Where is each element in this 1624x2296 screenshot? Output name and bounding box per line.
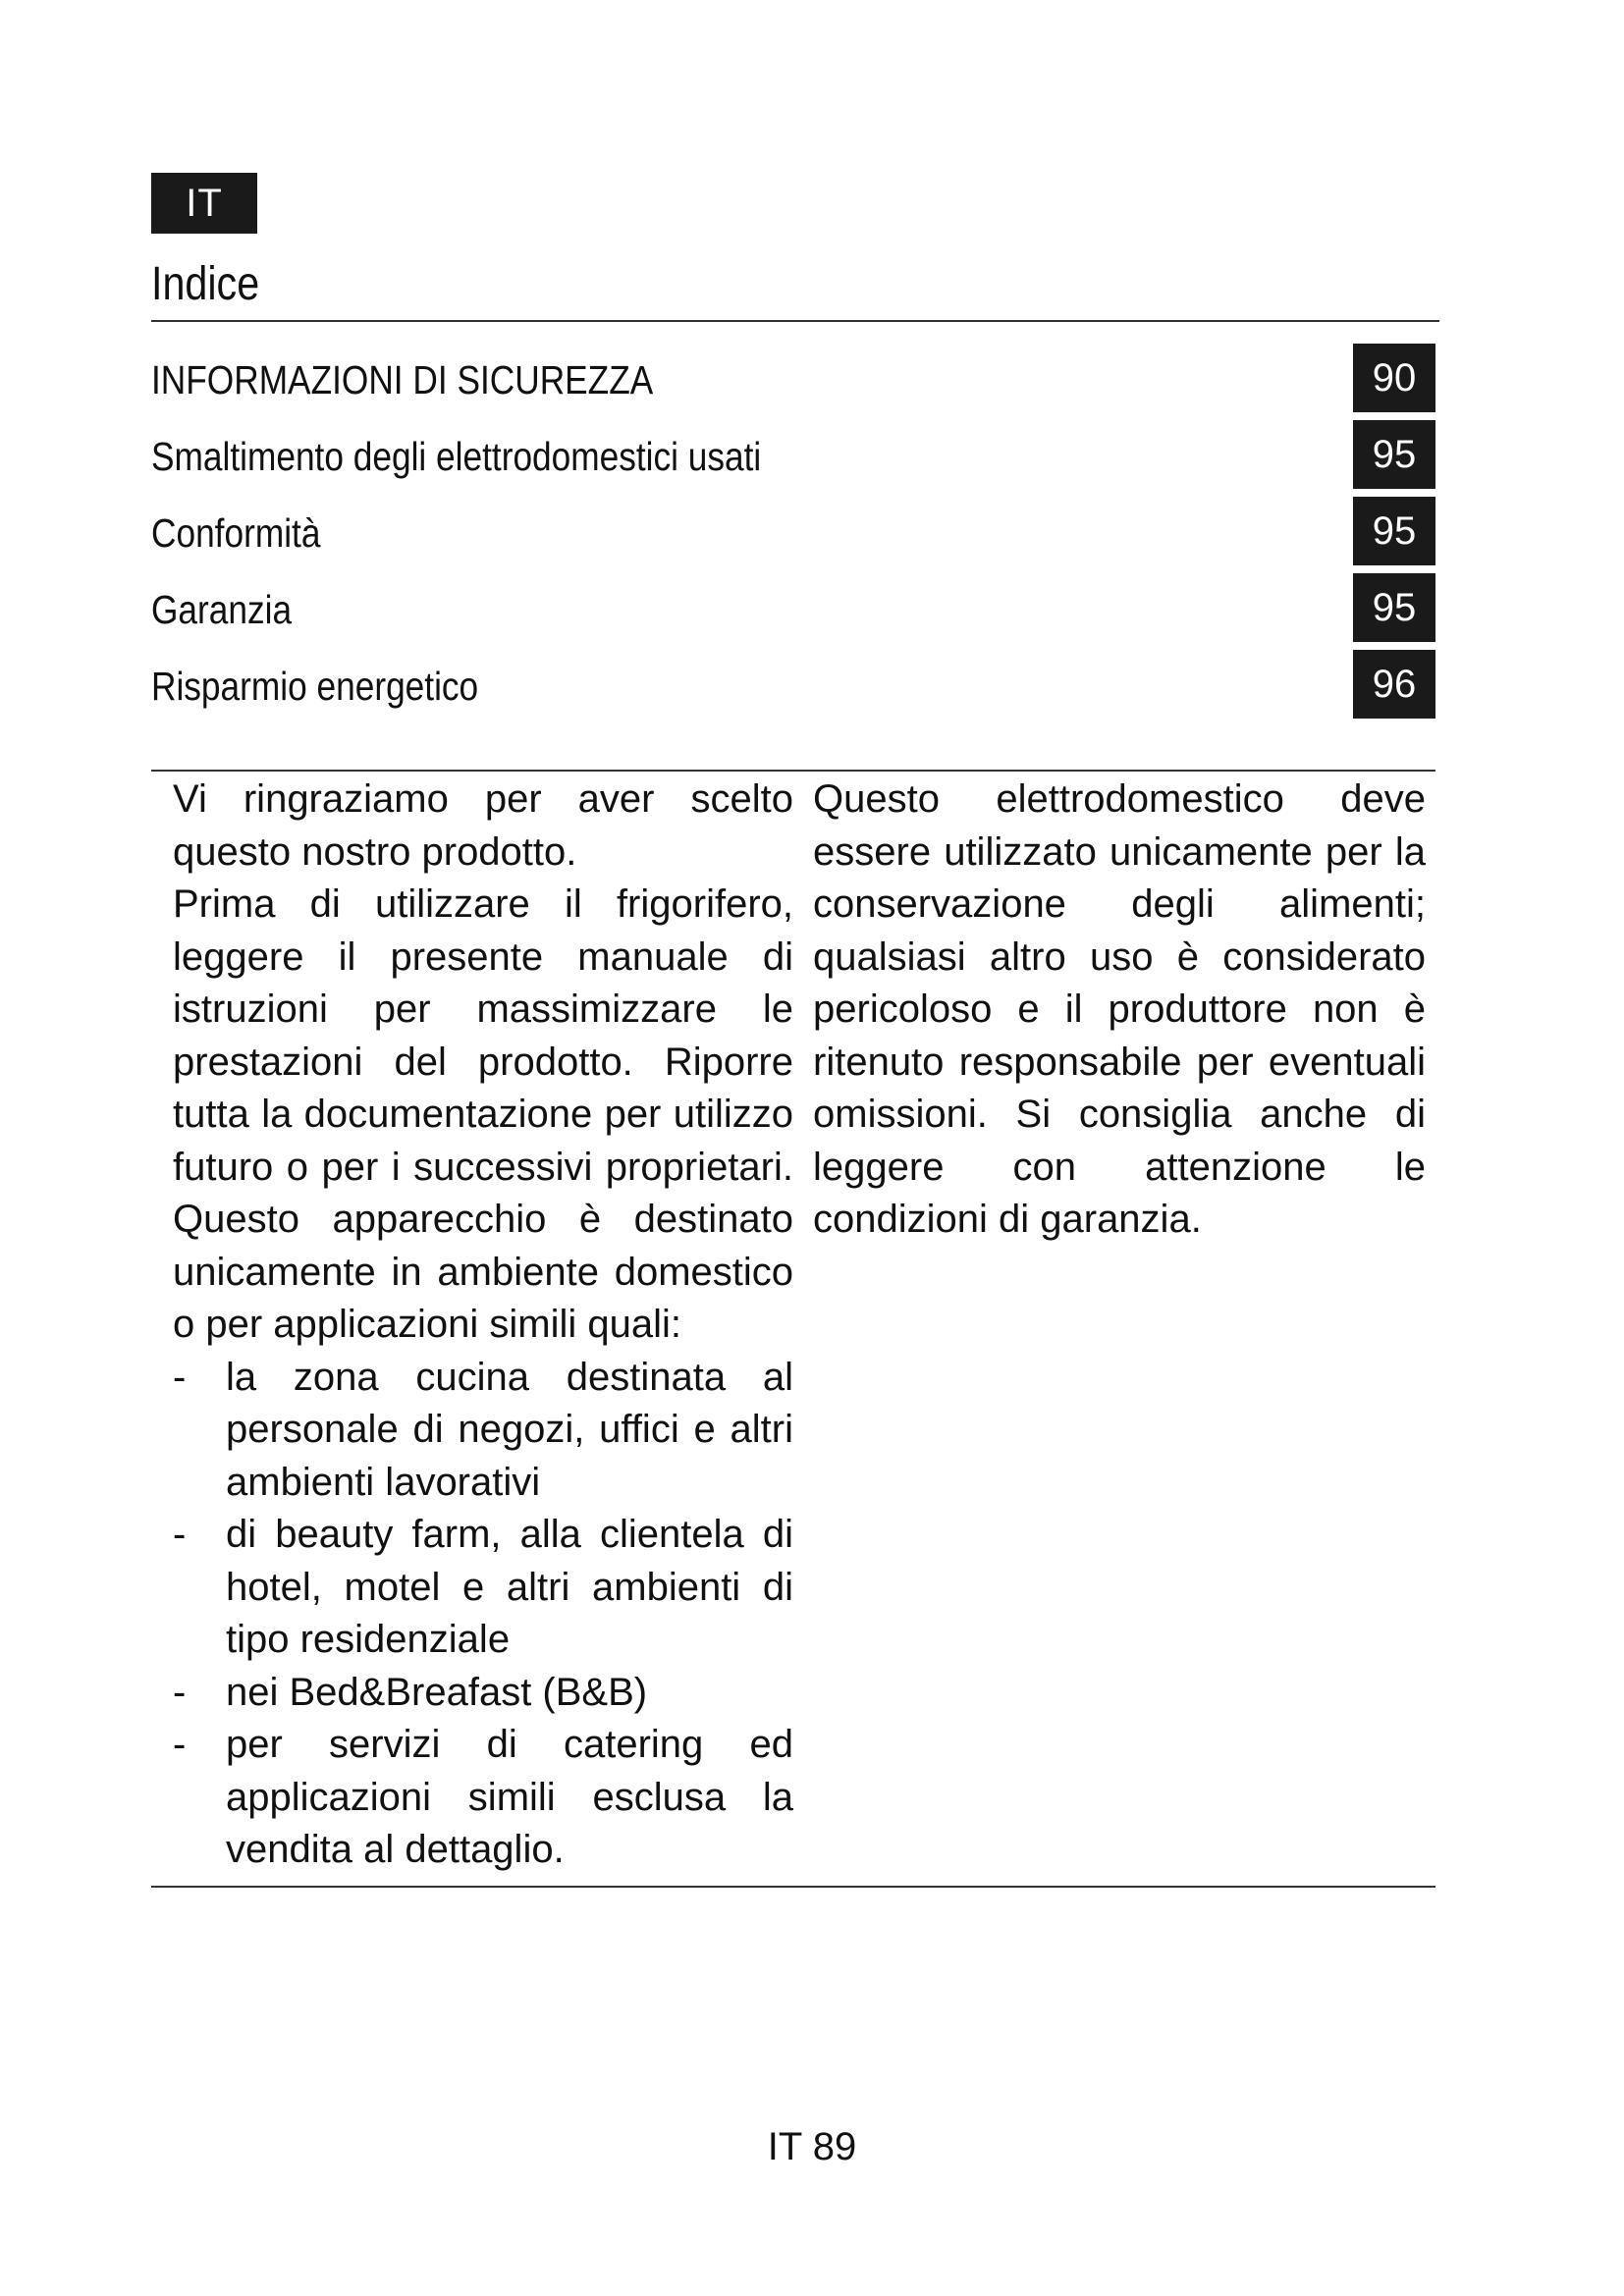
toc-item-safety-information[interactable] [151,344,1435,420]
toc-item-label: Smaltimento degli elettrodomestici usati [151,434,762,479]
intro-right-column [813,774,1426,1247]
list-item [173,1719,793,1877]
toc-item-label: Garanzia [151,587,293,632]
page-number: IT 89 [767,2125,857,2168]
title-divider [151,320,1439,322]
toc-item-label: Conformità [151,510,321,556]
section-divider-top [151,770,1435,772]
intro-left-column [173,774,793,1877]
toc-page-number: 95 [1353,573,1435,642]
toc-item-energy-saving[interactable] [151,650,1435,726]
toc-item-warranty[interactable] [151,573,1435,650]
toc-item-conformity[interactable] [151,497,1435,573]
list-item [173,1667,793,1720]
toc-item-label: Risparmio energetico [151,664,479,709]
intro-usage-paragraph: Prima di utilizzare il frigorifero, leggere il presente manuale di istruzioni per massimizzare le prestazioni del prodotto. Riporre tutta la documentazione per utilizzo futuro o per i successivi proprietari. Questo apparecchio è destinato unicamente in ambiente domestico o per applicazioni simili quali: [173,882,793,1346]
list-item-text: - di beauty farm, alla clientela di hotel, motel e altri ambienti di tipo residenziale [226,1513,793,1661]
list-item-text: - la zona cucina destinata al personale di negozi, uffici e altri ambienti lavorativi [226,1355,793,1504]
list-item-text: - nei Bed&Breafast (B&B) [226,1670,648,1714]
page-title: Indice [151,258,260,310]
list-item [173,1352,793,1510]
toc-page-number: 95 [1353,497,1435,565]
intro-thanks-paragraph: Vi ringraziamo per aver scelto questo nostro prodotto. [173,777,793,874]
section-divider-bottom [151,1886,1435,1888]
usage-list [173,1352,793,1877]
toc-page-number: 90 [1353,344,1435,412]
list-item [173,1509,793,1667]
toc-page-number: 95 [1353,420,1435,489]
list-item-text: - per servizi di catering ed applicazioni simili esclusa la vendita al dettaglio. [226,1723,793,1871]
food-storage-paragraph: Questo elettrodomestico deve essere utilizzato unicamente per la conservazione degli alimenti; qualsiasi altro uso è considerato pericoloso e il produttore non è ritenuto responsabile per eventuali omissioni. Si consiglia anche di leggere con attenzione le condizioni di garanzia. [813,777,1426,1241]
language-badge: IT [151,173,257,234]
toc-item-disposal[interactable] [151,420,1435,497]
toc-page-number: 96 [1353,650,1435,719]
table-of-contents [151,344,1435,726]
toc-item-label: INFORMAZIONI DI SICUREZZA [151,357,654,402]
